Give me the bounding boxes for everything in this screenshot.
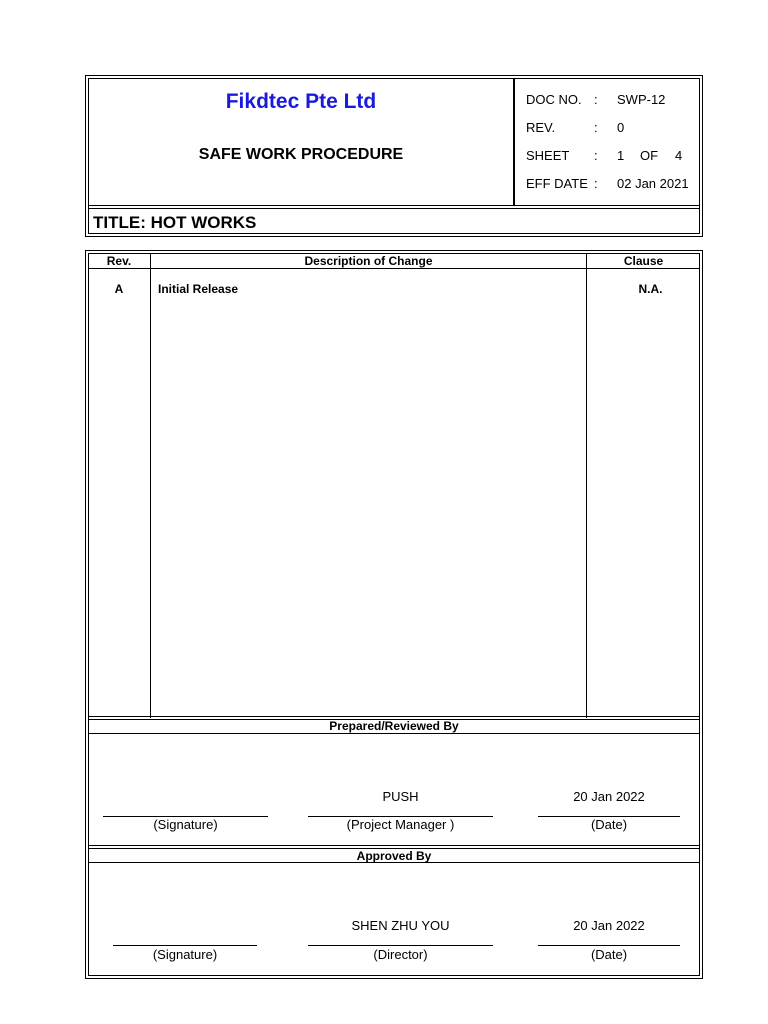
eff-date-colon: : bbox=[594, 176, 598, 191]
sheet-colon: : bbox=[594, 148, 598, 163]
sheet-label: SHEET bbox=[526, 148, 570, 163]
approved-date-caption: (Date) bbox=[590, 947, 628, 962]
approved-heading: Approved By bbox=[356, 849, 432, 863]
column-header-rev: Rev. bbox=[106, 254, 132, 268]
rev-label: REV. bbox=[526, 120, 556, 135]
document-title: TITLE: HOT WORKS bbox=[93, 213, 257, 232]
header-divider bbox=[513, 78, 515, 206]
date-line bbox=[538, 945, 680, 946]
approved-name: SHEN ZHU YOU bbox=[351, 918, 450, 933]
role-line bbox=[308, 945, 493, 946]
sheet-value: 1 bbox=[617, 148, 625, 163]
approved-signature-caption: (Signature) bbox=[152, 947, 218, 962]
signature-line bbox=[113, 945, 257, 946]
sheet-total: 4 bbox=[675, 148, 683, 163]
prepared-role-caption: (Project Manager ) bbox=[346, 817, 455, 832]
doc-no-label: DOC NO. bbox=[526, 92, 582, 107]
prepared-heading-divider bbox=[88, 733, 700, 734]
row-rev: A bbox=[114, 282, 124, 296]
prepared-heading: Prepared/Reviewed By bbox=[329, 719, 459, 733]
approved-heading-divider bbox=[88, 862, 700, 863]
eff-date-value: 02 Jan 2021 bbox=[617, 176, 689, 191]
section-divider bbox=[88, 845, 700, 846]
approved-date: 20 Jan 2022 bbox=[573, 918, 645, 933]
title-divider bbox=[88, 205, 700, 206]
prepared-signature-caption: (Signature) bbox=[153, 817, 218, 832]
approved-role-caption: (Director) bbox=[373, 947, 428, 962]
table-header-divider bbox=[88, 268, 700, 269]
rev-colon: : bbox=[594, 120, 598, 135]
doc-no-colon: : bbox=[594, 92, 598, 107]
section-divider bbox=[88, 716, 700, 717]
column-divider bbox=[586, 253, 587, 718]
column-header-description: Description of Change bbox=[304, 254, 433, 268]
prepared-name: PUSH bbox=[382, 789, 419, 804]
eff-date-label: EFF DATE bbox=[526, 176, 588, 191]
prepared-date-caption: (Date) bbox=[590, 817, 628, 832]
column-divider bbox=[150, 253, 151, 718]
sheet-of-label: OF bbox=[640, 148, 659, 163]
rev-value: 0 bbox=[617, 120, 625, 135]
company-name: Fikdtec Pte Ltd bbox=[225, 90, 377, 113]
title-divider-double bbox=[88, 208, 700, 209]
document-type: SAFE WORK PROCEDURE bbox=[198, 146, 404, 163]
doc-no-value: SWP-12 bbox=[617, 92, 666, 107]
prepared-date: 20 Jan 2022 bbox=[573, 789, 645, 804]
row-description: Initial Release bbox=[158, 282, 239, 296]
row-clause: N.A. bbox=[638, 282, 663, 296]
revision-table bbox=[88, 253, 700, 976]
column-header-clause: Clause bbox=[623, 254, 664, 268]
